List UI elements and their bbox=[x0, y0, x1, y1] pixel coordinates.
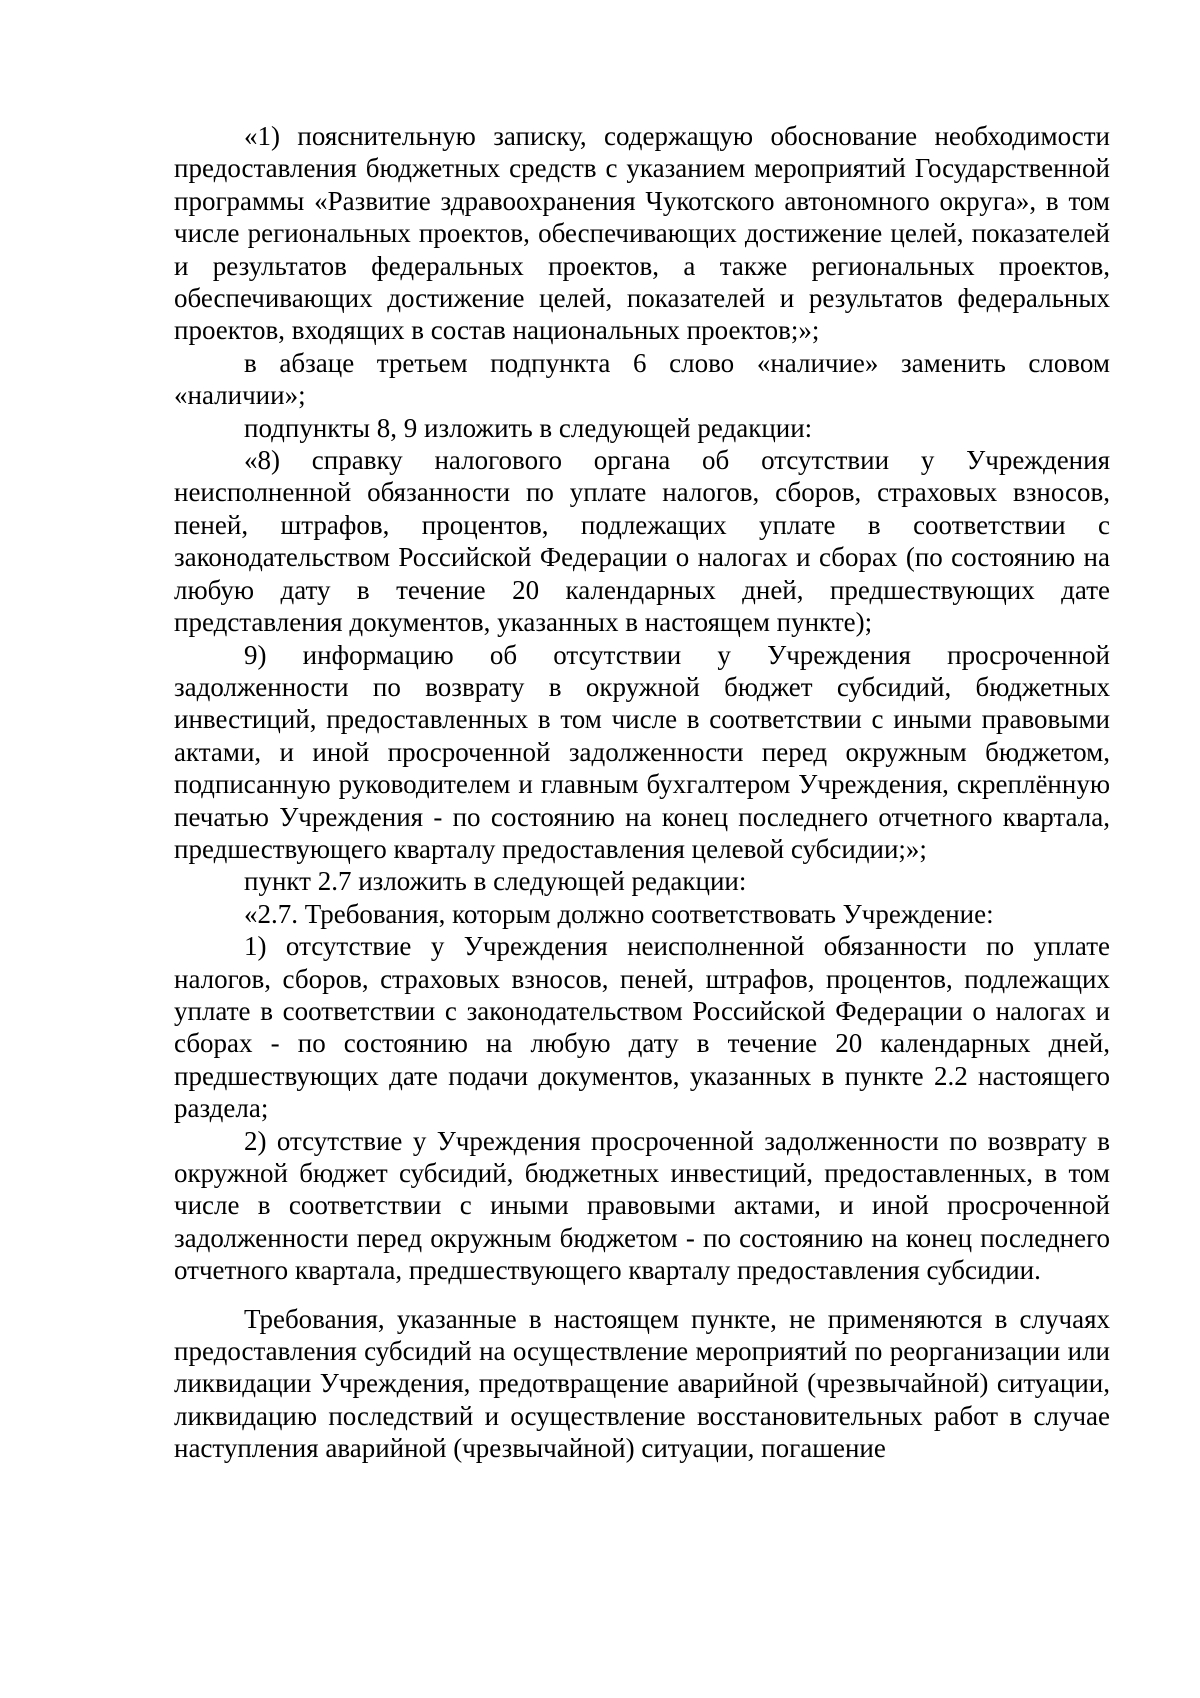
paragraph-clause-2-7-intro: пункт 2.7 изложить в следующей редакции: bbox=[244, 866, 747, 897]
paragraph-subclause-9: 9) информацию об отсутствии у Учреждения просроченной задолженности по возврату в окружной бюджет субсидий, бюджетных инвестиций, предоставленных в том числе в соответствии с иными правовыми актами, и иной просроченной задолженности перед окружным бюджетом, подписанную руководителем и главным бухгалтером Учреждения, скреплённую печатью Учреждения - по состоянию на конец последнего отчетного квартала, предшествующего кварталу предоставления целевой субсидии;»; bbox=[174, 639, 1110, 864]
paragraph-amend-subclause-6: в абзаце третьем подпункта 6 слово «наличие» заменить словом «наличии»; bbox=[174, 347, 1110, 411]
paragraph-requirement-2: 2) отсутствие у Учреждения просроченной задолженности по возврату в окружной бюджет субсидий, бюджетных инвестиций, предоставленных, в том числе в соответствии с иными правовыми актами, и иной просроченной задолженности перед окружным бюджетом - по состоянию на конец последнего отчетного квартала, предшествующего кварталу предоставления субсидии. bbox=[174, 1125, 1110, 1286]
paragraph-explanatory-note: «1) пояснительную записку, содержащую обоснование необходимости предоставления бюджетных средств с указанием мероприятий Государственной программы «Развитие здравоохранения Чукотского автономного округа», в том числе региональных проектов, обеспечивающих достижение целей, показателей и результатов федеральных проектов, а также региональных проектов, обеспечивающих достижение целей, показателей и результатов федеральных проектов, входящих в состав национальных проектов;»; bbox=[174, 121, 1110, 346]
paragraph-subclause-8: «8) справку налогового органа об отсутствии у Учреждения неисполненной обязанности по уплате налогов, сборов, страховых взносов, пеней, штрафов, процентов, подлежащих уплате в соответствии с законодательством Российской Федерации о налогах и сборах (по состоянию на любую дату в течение 20 календарных дней, предшествующих дате представления документов, указанных в настоящем пункте); bbox=[174, 445, 1110, 638]
paragraph-requirements-exceptions: Требования, указанные в настоящем пункте, не применяются в случаях предоставления субсидий на осуществление мероприятий по реорганизации или ликвидации Учреждения, предотвращение аварийной (чрезвычайной) ситуации, ликвидацию последствий и осуществление восстановительных работ в случае наступления аварийной (чрезвычайной) ситуации, погашение bbox=[174, 1303, 1110, 1464]
paragraph-subclauses-8-9-intro: подпункты 8, 9 изложить в следующей редакции: bbox=[244, 412, 813, 443]
paragraph-clause-2-7-heading: «2.7. Требования, которым должно соответствовать Учреждение: bbox=[244, 898, 994, 929]
paragraph-requirement-1: 1) отсутствие у Учреждения неисполненной обязанности по уплате налогов, сборов, страховых взносов, пеней, штрафов, процентов, подлежащих уплате в соответствии с законодательством Российской Федерации о налогах и сборах - по состоянию на любую дату в течение 20 календарных дней, предшествующих дате подачи документов, указанных в пункте 2.2 настоящего раздела; bbox=[174, 931, 1110, 1124]
